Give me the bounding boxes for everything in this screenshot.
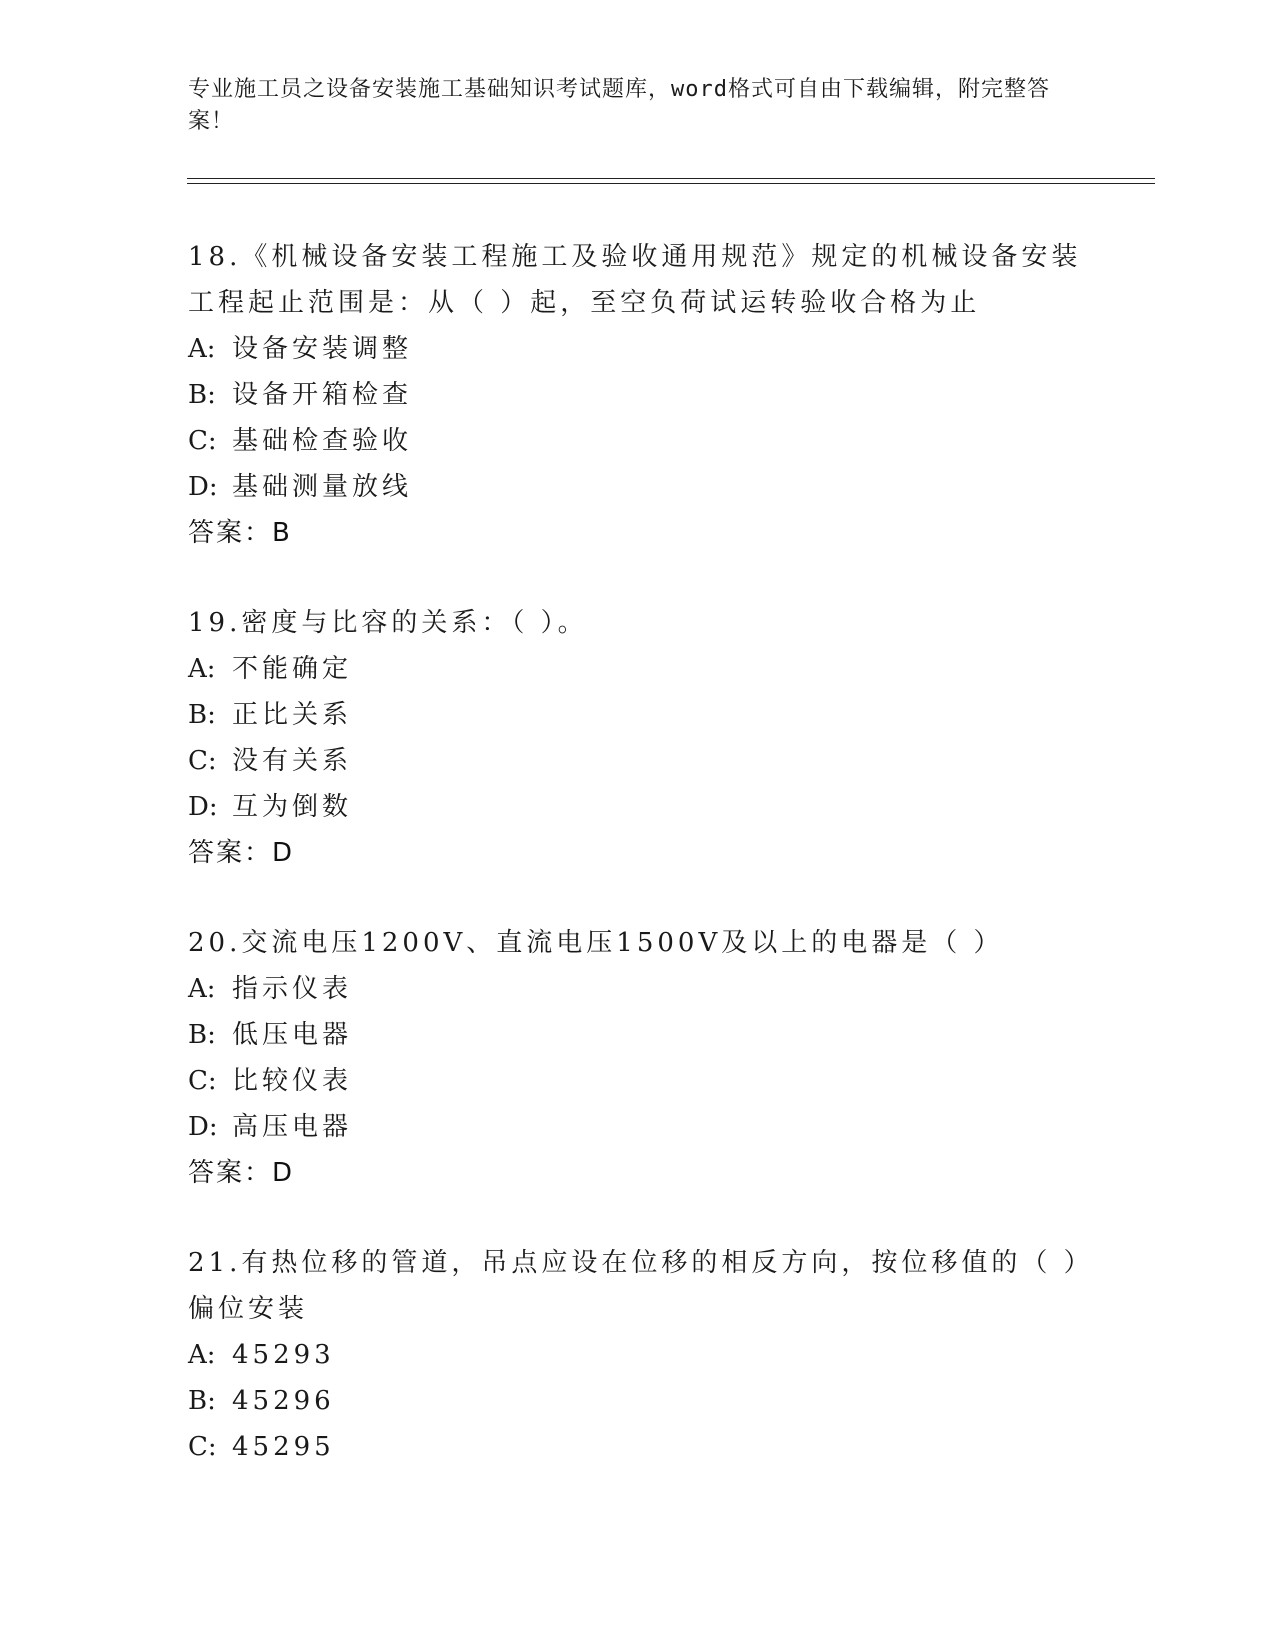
option-letter: D:: [188, 1112, 218, 1142]
option-d: [188, 464, 1088, 510]
option-a: [188, 646, 1088, 692]
answer-label: 答案：D: [188, 838, 295, 868]
option-letter: C:: [188, 1066, 217, 1096]
option-text: 45293: [232, 1340, 335, 1370]
option-text: 低压电器: [232, 1020, 353, 1050]
question-18: [188, 234, 1088, 556]
option-b: [188, 692, 1088, 738]
option-a: [188, 1332, 1088, 1378]
option-letter: C:: [188, 746, 217, 776]
option-letter: B:: [188, 1020, 216, 1050]
option-text: 比较仪表: [232, 1066, 353, 1096]
option-text: 设备安装调整: [232, 334, 413, 364]
option-d: [188, 1104, 1088, 1150]
question-stem: 19.密度与比容的关系：（ ）。: [188, 608, 588, 638]
option-letter: B:: [188, 700, 216, 730]
option-letter: B:: [188, 380, 216, 410]
option-letter: A:: [188, 1340, 216, 1370]
option-d: [188, 784, 1088, 830]
option-letter: D:: [188, 792, 218, 822]
option-text: 互为倒数: [232, 792, 353, 822]
option-text: 不能确定: [232, 654, 353, 684]
option-c: [188, 738, 1088, 784]
answer-label: 答案：B: [188, 518, 292, 548]
question-19: [188, 600, 1088, 876]
option-b: [188, 372, 1088, 418]
option-letter: B:: [188, 1386, 216, 1416]
header-divider-top: [187, 178, 1155, 179]
option-letter: A:: [188, 974, 216, 1004]
option-b: [188, 1012, 1088, 1058]
question-stem: 21.有热位移的管道，吊点应设在位移的相反方向，按位移值的（ ）偏位安装: [188, 1248, 1081, 1324]
question-stem: 18.《机械设备安装工程施工及验收通用规范》规定的机械设备安装工程起止范围是：从（ ）起，至空负荷试运转验收合格为止: [188, 242, 1082, 318]
document-header: 专业施工员之设备安装施工基础知识考试题库，word格式可自由下载编辑，附完整答案！: [188, 77, 1050, 134]
answer-label: 答案：D: [188, 1158, 295, 1188]
option-letter: C:: [188, 426, 217, 456]
question-20: [188, 920, 1088, 1196]
option-text: 45295: [232, 1432, 335, 1462]
option-a: [188, 966, 1088, 1012]
option-b: [188, 1378, 1088, 1424]
option-text: 指示仪表: [232, 974, 353, 1004]
option-text: 基础测量放线: [232, 472, 413, 502]
option-letter: C:: [188, 1432, 217, 1462]
option-text: 没有关系: [232, 746, 353, 776]
option-letter: D:: [188, 472, 218, 502]
option-text: 设备开箱检查: [232, 380, 413, 410]
option-letter: A:: [188, 654, 216, 684]
option-letter: A:: [188, 334, 216, 364]
option-text: 正比关系: [232, 700, 353, 730]
question-stem: 20.交流电压1200V、直流电压1500V及以上的电器是（ ）: [188, 928, 1004, 958]
option-c: [188, 1058, 1088, 1104]
header-divider-bottom: [187, 183, 1155, 184]
question-21: [188, 1240, 1088, 1470]
option-text: 45296: [232, 1386, 335, 1416]
option-c: [188, 418, 1088, 464]
option-c: [188, 1424, 1088, 1470]
option-a: [188, 326, 1088, 372]
option-text: 高压电器: [232, 1112, 353, 1142]
option-text: 基础检查验收: [232, 426, 413, 456]
